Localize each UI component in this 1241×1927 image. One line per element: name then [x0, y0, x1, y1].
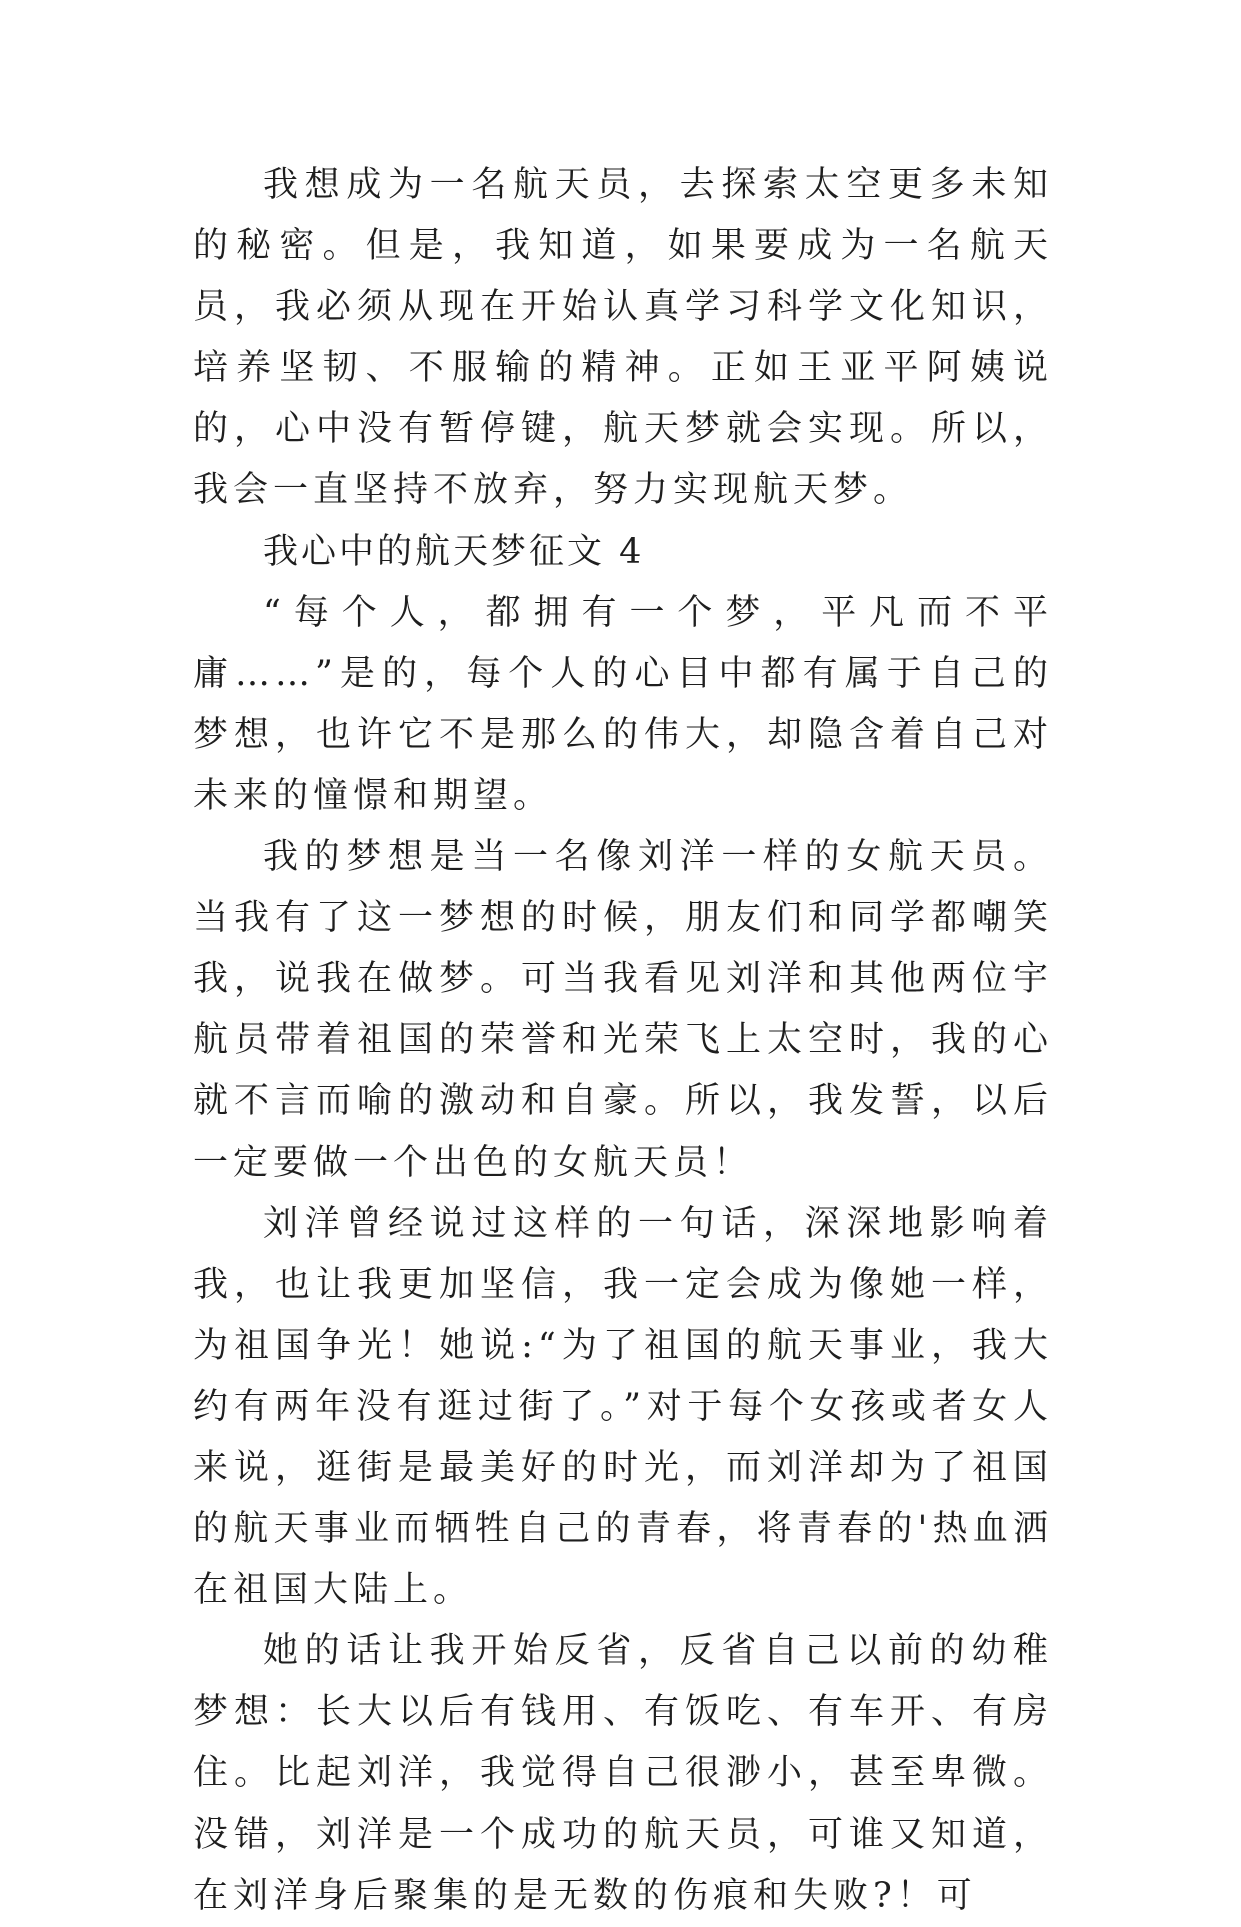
paragraph: 我的梦想是当一名像刘洋一样的女航天员。当我有了这一梦想的时候，朋友们和同学都嘲笑我，说我在做梦。可当我看见刘洋和其他两位宇航员带着祖国的荣誉和光荣飞上太空时，我的心就不言而喻的激动和自豪。所以，我发誓，以后一定要做一个出色的女航天员！	[193, 837, 1053, 1183]
paragraph: 她的话让我开始反省，反省自己以前的幼稚梦想：长大以后有钱用、有饭吃、有车开、有房住。比起刘洋，我觉得自己很渺小，甚至卑微。没错，刘洋是一个成功的航天员，可谁又知道，在刘洋身后聚集的是无数的伤痕和失败?！可	[193, 1631, 1053, 1916]
paragraph: “每个人，都拥有一个梦，平凡而不平庸……”是的，每个人的心目中都有属于自己的梦想，也许它不是那么的伟大，却隐含着自己对未来的憧憬和期望。	[193, 592, 1053, 816]
document-body	[193, 155, 1053, 1927]
paragraph: 我想成为一名航天员，去探索太空更多未知的秘密。但是，我知道，如果要成为一名航天员，我必须从现在开始认真学习科学文化知识，培养坚韧、不服输的精神。正如王亚平阿姨说的，心中没有暂停键，航天梦就会实现。所以，我会一直坚持不放弃，努力实现航天梦。	[193, 165, 1053, 511]
section-title: 我心中的航天梦征文 4	[263, 531, 645, 572]
paragraph: 刘洋曾经说过这样的一句话，深深地影响着我，也让我更加坚信，我一定会成为像她一样，为祖国争光！她说:“为了祖国的航天事业，我大约有两年没有逛过街了。”对于每个女孩或者女人来说，逛街是最美好的时光，而刘洋却为了祖国的航天事业而牺牲自己的青春，将青春的'热血洒在祖国大陆上。	[193, 1203, 1053, 1611]
